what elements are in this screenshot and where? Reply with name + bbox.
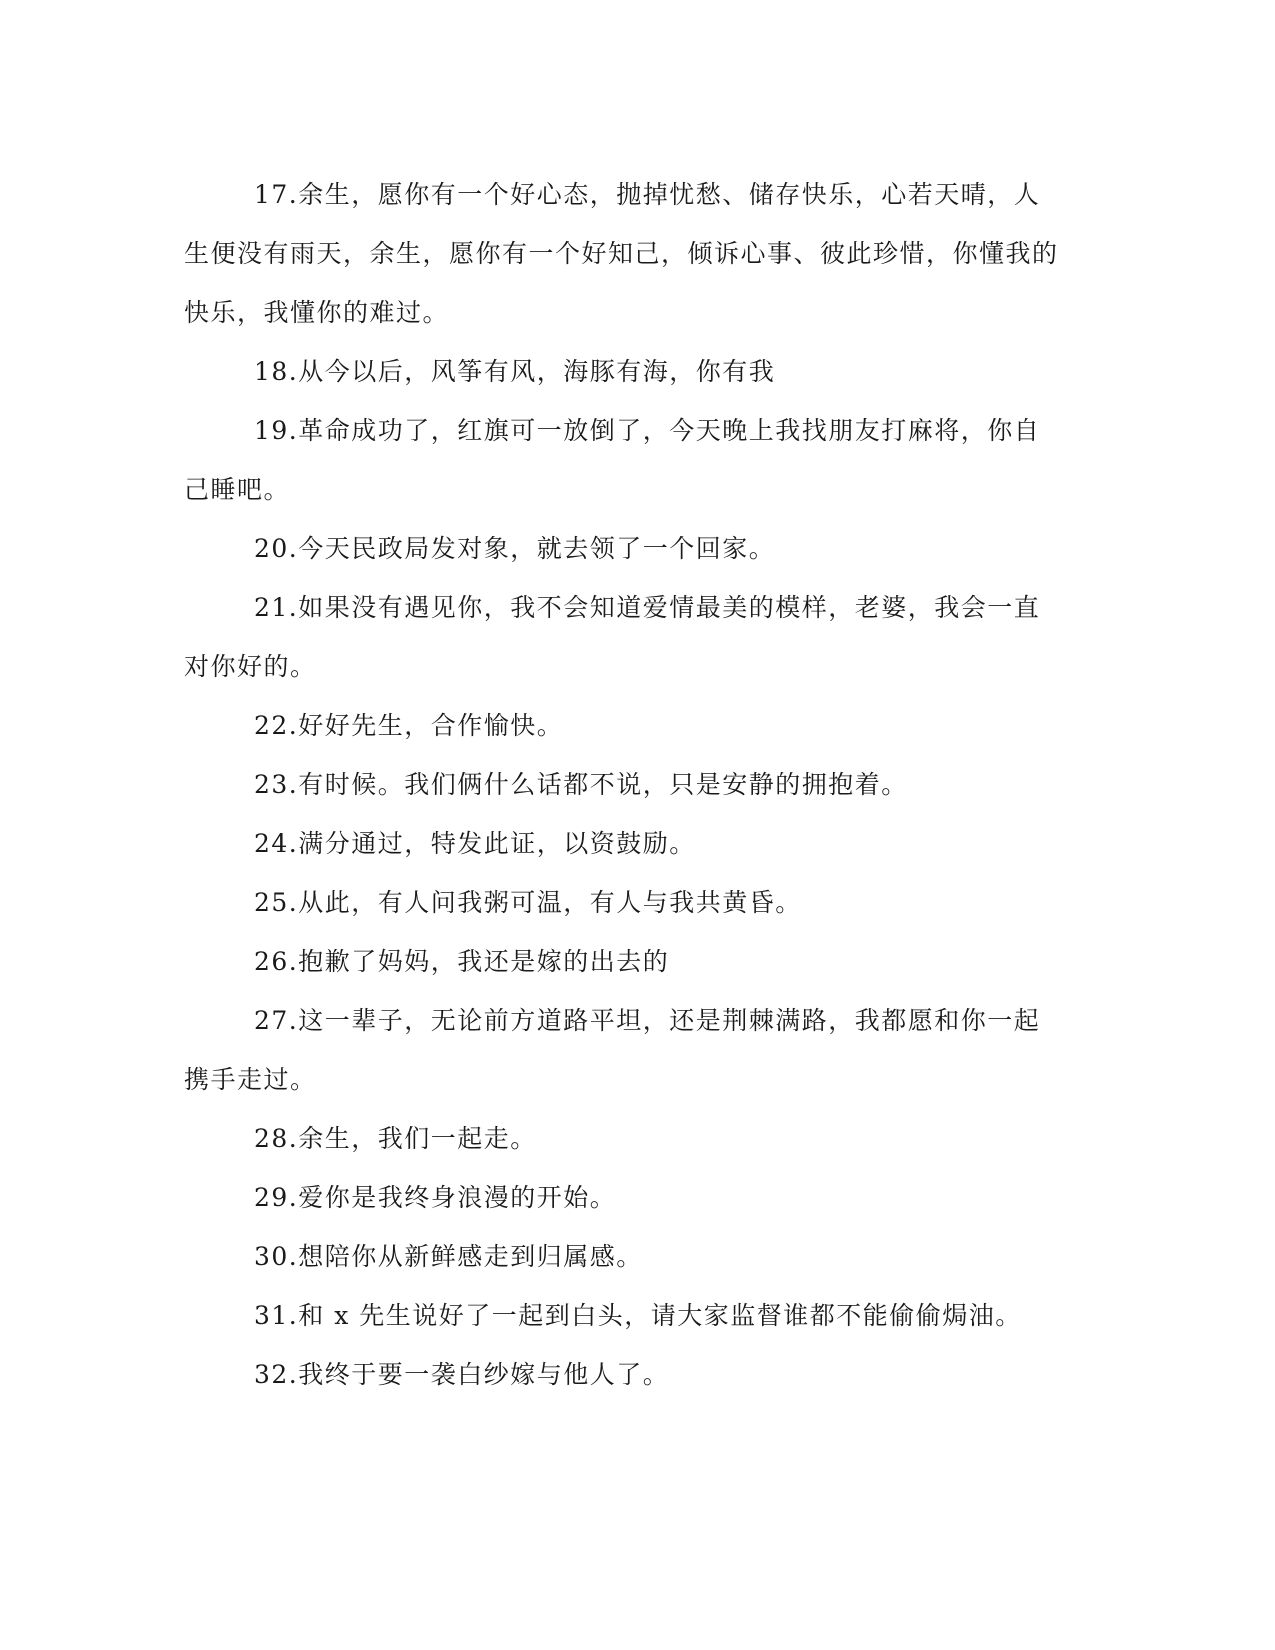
paragraph-30: 30.想陪你从新鲜感走到归属感。 xyxy=(254,1242,643,1271)
paragraph-29: 29.爱你是我终身浪漫的开始。 xyxy=(254,1183,617,1212)
paragraph-20: 20.今天民政局发对象，就去领了一个回家。 xyxy=(254,534,776,563)
paragraph-21: 21.如果没有遇见你，我不会知道爱情最美的模样，老婆，我会一直对你好的。 xyxy=(184,593,1041,681)
paragraph-24: 24.满分通过，特发此证，以资鼓励。 xyxy=(254,829,696,858)
paragraph-31: 31.和 x 先生说好了一起到白头，请大家监督谁都不能偷偷焗油。 xyxy=(254,1301,1022,1330)
document-body xyxy=(184,165,1064,1404)
paragraph-17: 17.余生，愿你有一个好心态，抛掉忧愁、储存快乐，心若天晴，人生便没有雨天，余生，愿你有一个好知己，倾诉心事、彼此珍惜，你懂我的快乐，我懂你的难过。 xyxy=(184,180,1059,327)
paragraph-26: 26.抱歉了妈妈，我还是嫁的出去的 xyxy=(254,947,670,976)
paragraph-23: 23.有时候。我们俩什么话都不说，只是安静的拥抱着。 xyxy=(254,770,908,799)
paragraph-22: 22.好好先生，合作愉快。 xyxy=(254,711,564,740)
paragraph-18: 18.从今以后，风筝有风，海豚有海，你有我 xyxy=(254,357,776,386)
paragraph-32: 32.我终于要一袭白纱嫁与他人了。 xyxy=(254,1360,670,1389)
paragraph-28: 28.余生，我们一起走。 xyxy=(254,1124,537,1153)
paragraph-25: 25.从此，有人问我粥可温，有人与我共黄昏。 xyxy=(254,888,802,917)
paragraph-27: 27.这一辈子，无论前方道路平坦，还是荆棘满路，我都愿和你一起携手走过。 xyxy=(184,1006,1041,1094)
paragraph-19: 19.革命成功了，红旗可一放倒了，今天晚上我找朋友打麻将，你自己睡吧。 xyxy=(184,416,1041,504)
